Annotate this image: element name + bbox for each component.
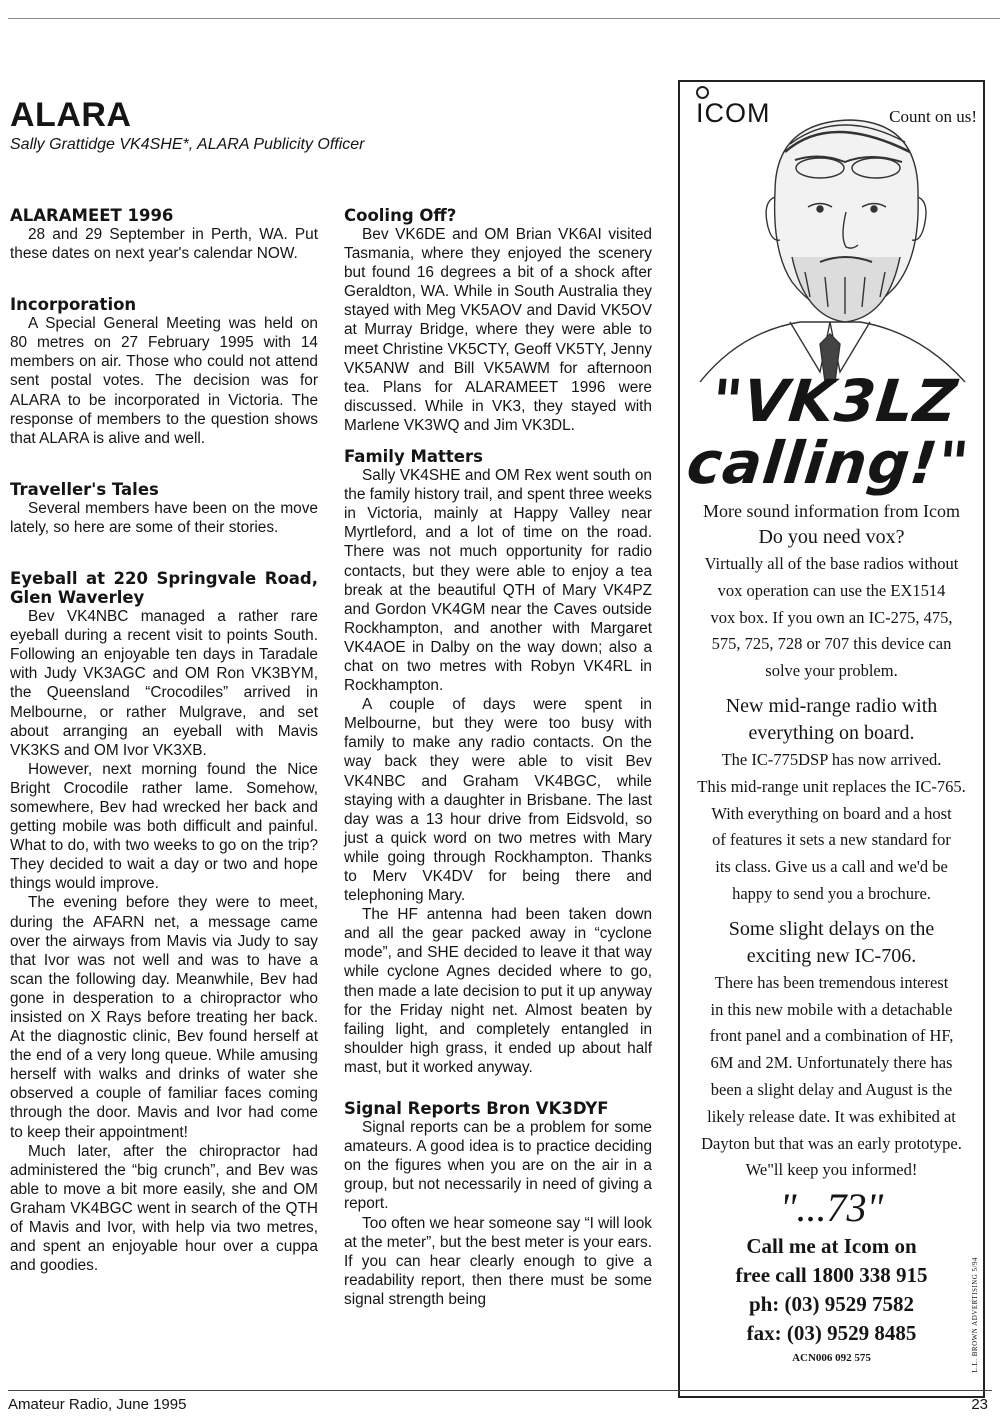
heading-family-matters: Family Matters	[344, 447, 483, 467]
heading-signal-reports: Signal Reports Bron VK3DYF	[344, 1099, 609, 1119]
article-column-1	[10, 206, 318, 1275]
ad-text-line: its class. Give us a call and we'd be	[715, 857, 948, 877]
paragraph: Bev VK6DE and OM Brian VK6AI visited Tasmania, where they enjoyed the scenery but found 16 degrees a bit of a shock after Geraldton, WA. While in South Australia they stayed with Meg VK5AOV and David VK5OV at Murray Bridge, where they were able to meet Christine VK5CTY, Geoff VK5TY, Jenny VK5ANW and Bill VK5AWM for afternoon tea. Plans for ALARAMEET 1996 were discussed. While in VK3, they stayed with Marlene VK3WQ and Jim VK3DL.	[344, 226, 652, 434]
paragraph: Bev VK4NBC managed a rather rare eyeball during a recent visit to points South. Following an enjoyable ten days in Taradale with Judy VK3AGC and OM Ron VK3BYM, the Queensland “Crocodiles” arrived in Melbourne, or rather Mulgrave, and set about arranging an eyeball with Mavis VK3KS and OM Ivor VK3XB.	[10, 608, 318, 759]
ad-intro: More sound information from Icom	[703, 501, 960, 521]
paragraph: A couple of days were spent in Melbourne, but they were too busy with family to make any radio contacts. On the way back they were able to visit Bev VK4NBC and Graham VK4BGC, while staying with a daughter in Brisbane. The last day was a 13 hour drive from Eidsvold, so just a quick word on two metres with Mary while going through Rockhampton. Thanks to Merv VK4DV for being there and telephoning Mary.	[344, 696, 652, 905]
ad-text-line: Dayton but that was an early prototype.	[701, 1133, 962, 1153]
icom-advertisement	[678, 80, 985, 1398]
footer-rule	[8, 1390, 992, 1391]
ad-fax: fax: (03) 9529 8485	[746, 1321, 917, 1346]
ad-acn: ACN006 092 575	[792, 1352, 871, 1365]
ad-text-line: We"ll keep you informed!	[745, 1160, 918, 1180]
ad-text-line: of features it sets a new standard for	[712, 830, 951, 850]
ad-text-line: solve your problem.	[765, 661, 898, 681]
ad-text-line: Virtually all of the base radios without	[704, 554, 959, 573]
ad-contact-line: Call me at Icom on	[746, 1234, 917, 1259]
paragraph: Much later, after the chiropractor had administered the “big crunch”, and Bev was able to move a bit more easily, she and OM Graham VK4BGC went in search of the QTH of Mavis and Ivor, with help via two metres, and spent an enjoyable hour over a cuppa and goodies.	[10, 1142, 318, 1275]
heading-alarameet: ALARAMEET 1996	[10, 206, 174, 225]
byline: Sally Grattidge VK4SHE*, ALARA Publicity Officer	[10, 136, 365, 153]
footer-publication: Amateur Radio, June 1995	[8, 1396, 187, 1413]
paragraph: However, next morning found the Nice Bright Crocodile rather lame. Somehow, somewhere, Bev had wrecked her back and getting mobile was both difficult and painful. What to do, with two weeks to go on the trip? They decided to wait a day or two and hope things would improve.	[10, 760, 318, 893]
ad-heading-midrange: New mid-range radio with	[725, 694, 938, 717]
top-rule	[8, 18, 1000, 19]
paragraph: Too often we hear someone say “I will look at the meter”, but the best meter is your ears. If you can hear clearly enough to give a readability report, then there must be some signal strength being	[344, 1214, 653, 1308]
page-number: 23	[971, 1396, 988, 1413]
ad-free-call: free call 1800 338 915	[735, 1263, 928, 1288]
ad-text-line: happy to send you a brochure.	[732, 883, 931, 903]
ad-text-line: With everything on board and a host	[711, 803, 952, 823]
heading-cooling-off: Cooling Off?	[344, 206, 457, 225]
ad-heading-vox: Do you need vox?	[758, 526, 905, 548]
ad-phone: ph: (03) 9529 7582	[748, 1292, 915, 1317]
heading-travellers-tales: Traveller's Tales	[10, 479, 159, 499]
ad-heading-ic706: Some slight delays on the	[728, 917, 935, 940]
tagline: Count on us!	[889, 107, 977, 126]
paragraph: A Special General Meeting was held on 80 metres on 27 February 1995 with 14 members on air. Those who could not attend sent postal votes. The decision was for ALARA to be incorporated in Victoria. The response of members to the question shows that ALARA is alive and well.	[10, 315, 318, 447]
ad-text-line: been a slight delay and August is the	[710, 1079, 953, 1099]
paragraph: The evening before they were to meet, during the AFARN net, a message came over the airways from Mavis via Judy to say that Ivor was not well and was to have a scan the following day. Meanwhile, Bev had gone in desperation to a chiropractor who insisted on X Rays before treating her back. At the diagnostic clinic, Bev found herself at the end of a very long queue. While amusing herself with walks and drinks of water she observed a couple of familiar faces coming through the door. Mavis and Ivor had come to keep their appointment!	[10, 894, 318, 1141]
paragraph: Sally VK4SHE and OM Rex went south on the family history trail, and spent three weeks in Victoria, mainly at Happy Valley near Myrtleford, and a lot of time on the road. There was not much opportunity for radio contacts, but they were able to enjoy a tea break at the beautiful QTH of Mary VK4PZ and Gordon VK4GM near the Caves outside Rockhampton, and another with Margaret VK4AOE in Dalby on the way down; also a chat on two metres with Robyn VK4RL in Rockhampton.	[344, 467, 652, 695]
ad-text-line: likely release date. It was exhibited at	[707, 1106, 956, 1126]
ad-text-line: The IC-775DSP has now arrived.	[721, 749, 942, 769]
icom-logo: ICOM	[696, 98, 771, 128]
headline-line-1: "VK3LZ	[708, 367, 962, 435]
ad-heading-ic706-2: exciting new IC-706.	[746, 944, 917, 967]
paragraph: Several members have been on the move lately, so here are some of their stories.	[10, 499, 318, 536]
ad-text-line: This mid-range unit replaces the IC-765.	[697, 776, 966, 796]
headline-callsign	[678, 367, 985, 497]
section-title: ALARA	[10, 96, 132, 134]
headline-line-2: calling!"	[683, 429, 973, 497]
ad-text-line: in this new mobile with a detachable	[710, 999, 953, 1019]
ad-text-line: vox box. If you own an IC-275, 475,	[710, 607, 953, 627]
paragraph: Signal reports can be a problem for some amateurs. A good idea is to practice deciding on the figures when you are on the air in a group, but not necessarily in need of giving a report.	[344, 1119, 652, 1213]
ad-body	[680, 498, 983, 1364]
paragraph: The HF antenna had been taken down and all the gear packed away in “cyclone mode”, and SHE decided to leave it that way while cyclone Agnes decided where to go, then made a late decision to put it up anyway for the Friday night net. Almost beaten by failing light, and completely entangled in shoulder high grass, it ended up about half mast, but it worked anyway.	[344, 906, 653, 1076]
ad-heading-midrange-2: everything on board.	[748, 721, 915, 744]
ad-text-line: vox operation can use the EX1514	[717, 580, 946, 600]
agency-credit: L.L. BROWN ADVERTISING 5/94	[971, 1257, 979, 1373]
article-column-2	[344, 206, 652, 1309]
paragraph: 28 and 29 September in Perth, WA. Put these dates on next year's calendar NOW.	[10, 226, 318, 263]
heading-eyeball: Eyeball at 220 Springvale Road, Glen Waverley	[10, 569, 318, 608]
ad-text-line: 575, 725, 728 or 707 this device can	[711, 634, 952, 654]
ad-signoff: "...73"	[779, 1185, 884, 1231]
ad-text-line: front panel and a combination of HF,	[709, 1026, 954, 1046]
ad-text-line: 6M and 2M. Unfortunately there has	[710, 1053, 953, 1073]
ad-text-line: There has been tremendous interest	[714, 972, 949, 992]
heading-incorporation: Incorporation	[10, 295, 137, 315]
